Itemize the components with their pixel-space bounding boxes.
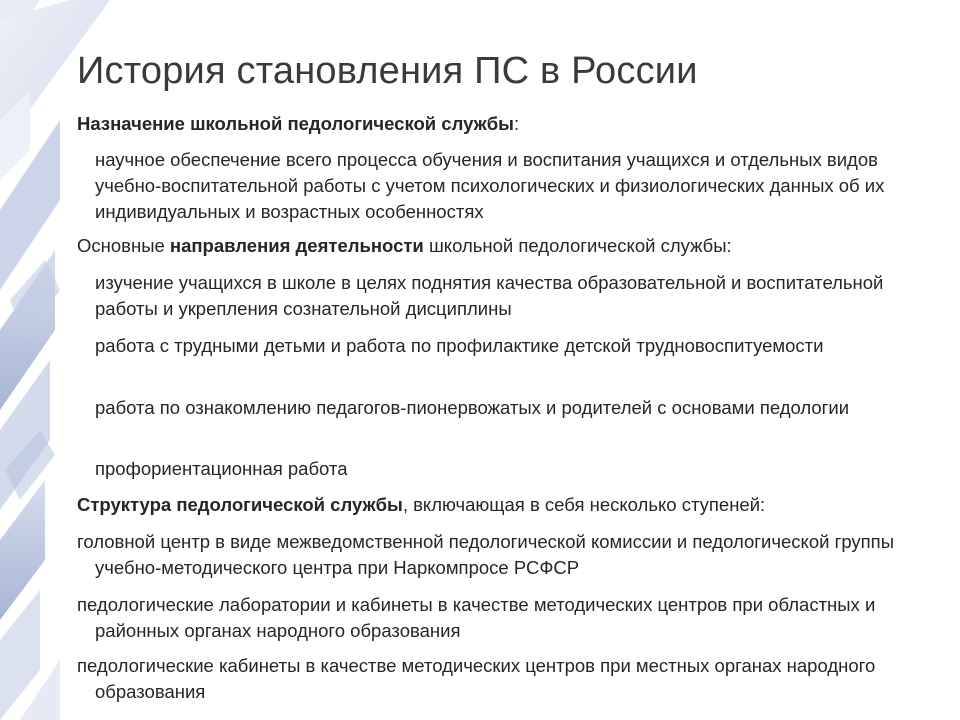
slide-title: История становления ПС в России xyxy=(77,50,698,92)
direction-item: работа по ознакомлению педагогов-пионервожатых и родителей с основами педологии xyxy=(95,397,850,418)
direction-item: работа с трудными детьми и работа по профилактике детской трудновоспитуемости xyxy=(95,335,824,356)
direction-item: профориентационная работа xyxy=(95,458,348,479)
purpose-heading-colon: : xyxy=(513,113,520,134)
structure-item: педологические лаборатории и кабинеты в качестве методических центров при областных и районных органах народного образования xyxy=(77,594,876,641)
directions-bold: направления деятельности xyxy=(169,235,424,256)
direction-item: изучение учащихся в школе в целях поднятия качества образовательной и воспитательной работы и укрепления сознательной дисциплины xyxy=(95,272,884,319)
structure-heading xyxy=(77,492,955,518)
structure-item: педологические кабинеты в качестве методических центров при местных органах народного образования xyxy=(77,655,876,702)
structure-bold: Структура педологической службы xyxy=(77,494,403,515)
purpose-text: научное обеспечение всего процесса обучения и воспитания учащихся и отдельных видов учебно-воспитательной работы с учетом психологических и физиологических данных об их индивидуальных и возрастных особенностях xyxy=(95,149,885,222)
purpose-heading-bold: Назначение школьной педологической службы xyxy=(77,113,514,134)
purpose-heading xyxy=(77,111,955,137)
structure-item: головной центр в виде межведомственной педологической комиссии и педологической группы учебно-методического центра при Наркомпросе РСФСР xyxy=(77,531,894,578)
directions-heading xyxy=(77,233,955,259)
directions-suffix: школьной педологической службы: xyxy=(423,235,732,256)
directions-prefix: Основные xyxy=(77,235,170,256)
structure-suffix: , включающая в себя несколько ступеней: xyxy=(402,494,766,515)
